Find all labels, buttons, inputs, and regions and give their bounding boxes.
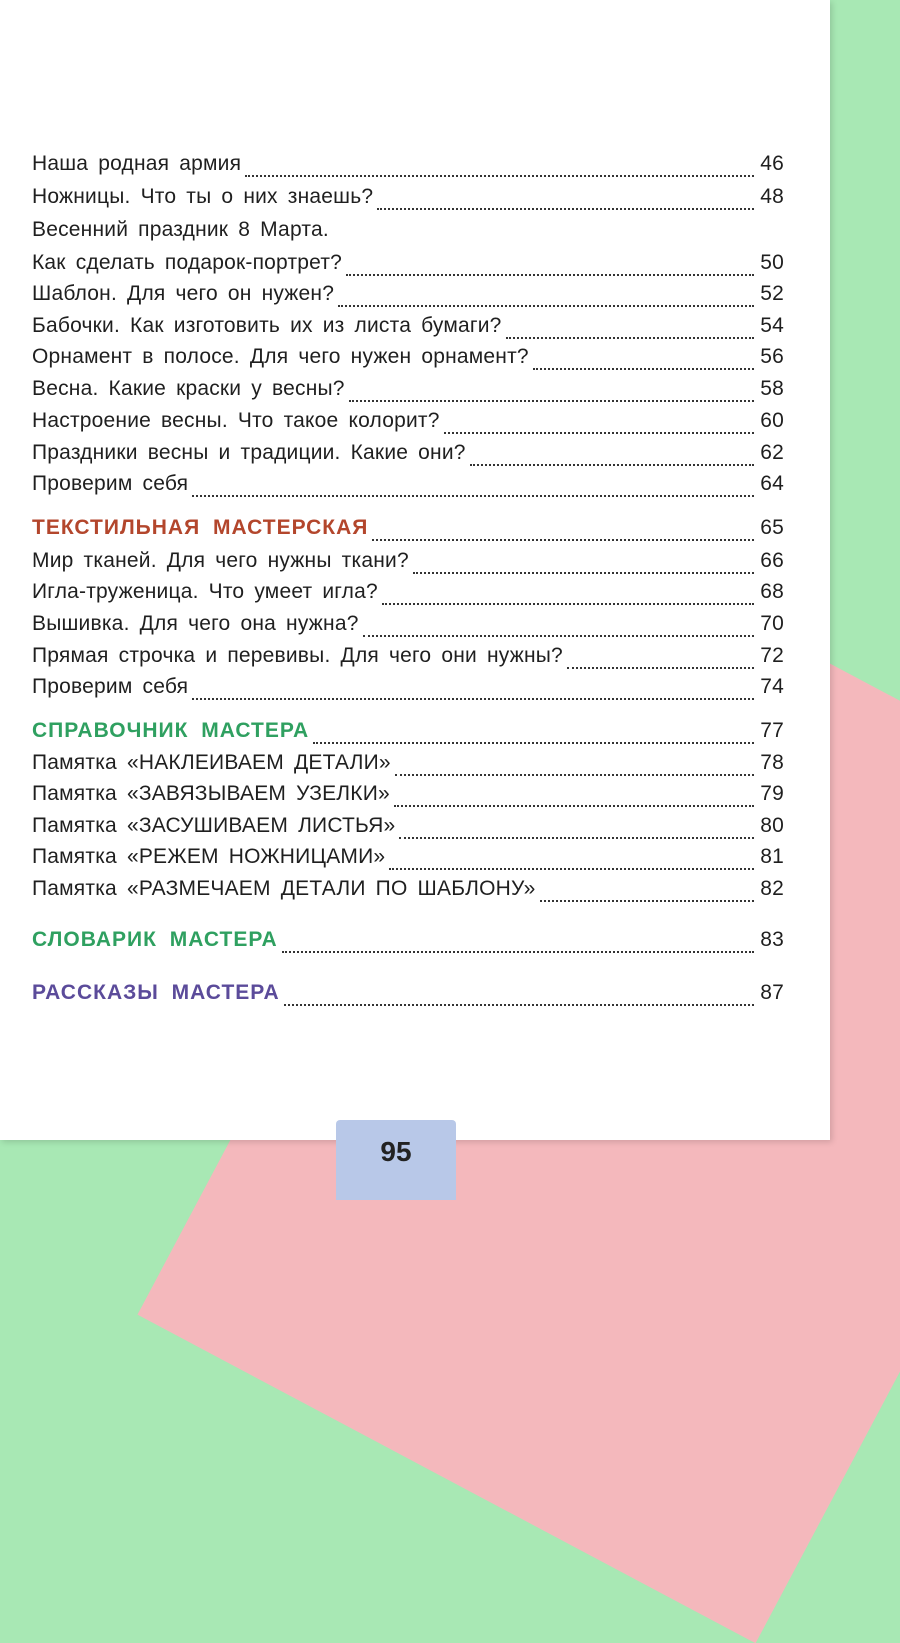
toc-entry-page: 80	[760, 814, 784, 837]
toc-entry-title: Памятка «РЕЖЕМ НОЖНИЦАМИ»	[32, 845, 386, 868]
page-number	[336, 1120, 456, 1200]
leader-dots	[363, 635, 754, 637]
leader-dots	[540, 900, 754, 902]
leader-dots	[192, 495, 754, 497]
leader-dots	[389, 868, 754, 870]
toc-entry-page: 74	[760, 675, 784, 698]
toc-entry-title: Памятка «ЗАВЯЗЫВАЕМ УЗЕЛКИ»	[32, 782, 390, 805]
toc-entry-page: 72	[760, 644, 784, 667]
toc-entry-title: Шаблон. Для чего он нужен?	[32, 282, 335, 305]
toc-entry[interactable]	[32, 612, 784, 644]
toc-entry-page: 77	[760, 719, 784, 742]
toc-entry-page: 78	[760, 751, 784, 774]
toc-entry-title: Мир тканей. Для чего нужны ткани?	[32, 549, 409, 572]
toc-entry-page: 62	[760, 441, 784, 464]
toc-entry-page: 70	[760, 612, 784, 635]
toc-entry[interactable]	[32, 441, 784, 473]
toc-entry[interactable]	[32, 814, 784, 846]
toc-entry-page: 82	[760, 877, 784, 900]
leader-dots	[284, 1004, 754, 1006]
toc-entry[interactable]	[32, 877, 784, 909]
toc-entry-title: Вышивка. Для чего она нужна?	[32, 612, 359, 635]
toc-entry-title: Прямая строчка и перевивы. Для чего они нужны?	[32, 644, 563, 667]
leader-dots	[372, 539, 754, 541]
toc-entry-title: Орнамент в полосе. Для чего нужен орнамент?	[32, 345, 529, 368]
toc-entry-title: Памятка «НАКЛЕИВАЕМ ДЕТАЛИ»	[32, 751, 391, 774]
toc-entry-title: Игла-труженица. Что умеет игла?	[32, 580, 378, 603]
leader-dots	[282, 951, 754, 953]
leader-dots	[394, 805, 754, 807]
toc-entry-page: 54	[760, 314, 784, 337]
toc-entry-page: 58	[760, 377, 784, 400]
toc-entry[interactable]	[32, 152, 784, 184]
toc-entry[interactable]	[32, 314, 784, 346]
leader-dots	[470, 464, 754, 466]
toc-section-stories[interactable]	[32, 981, 784, 1013]
toc-section-reference[interactable]	[32, 719, 784, 751]
leader-dots	[533, 368, 754, 370]
toc-entry-title: Памятка «ЗАСУШИВАЕМ ЛИСТЬЯ»	[32, 814, 396, 837]
toc-entry[interactable]	[32, 345, 784, 377]
toc-entry-title: Памятка «РАЗМЕЧАЕМ ДЕТАЛИ ПО ШАБЛОНУ»	[32, 877, 536, 900]
section-title: РАССКАЗЫ МАСТЕРА	[32, 981, 280, 1004]
toc-entry[interactable]	[32, 549, 784, 581]
toc-entry-page: 81	[760, 845, 784, 868]
leader-dots	[444, 432, 754, 434]
leader-dots	[349, 400, 754, 402]
section-title: СПРАВОЧНИК МАСТЕРА	[32, 719, 310, 742]
toc-entry[interactable]	[32, 409, 784, 441]
section-title: ТЕКСТИЛЬНАЯ МАСТЕРСКАЯ	[32, 516, 369, 539]
leader-dots	[506, 337, 754, 339]
toc-entry[interactable]	[32, 782, 784, 814]
toc-entry-page: 56	[760, 345, 784, 368]
toc-entry-page: 87	[760, 981, 784, 1004]
page-number-text: 95	[380, 1136, 412, 1167]
toc-entry-title: Весна. Какие краски у весны?	[32, 377, 345, 400]
toc-entry-title: Весенний праздник 8 Марта.	[32, 218, 329, 241]
leader-dots	[192, 698, 754, 700]
toc-entry-page: 50	[760, 251, 784, 274]
leader-dots	[245, 175, 754, 177]
toc-entry[interactable]	[32, 751, 784, 783]
toc-entry-title: Настроение весны. Что такое колорит?	[32, 409, 440, 432]
toc-entry[interactable]	[32, 185, 784, 217]
toc-entry-title: Ножницы. Что ты о них знаешь?	[32, 185, 374, 208]
toc-entry[interactable]	[32, 472, 784, 504]
toc-entry[interactable]	[32, 218, 784, 250]
leader-dots	[567, 667, 754, 669]
section-title: СЛОВАРИК МАСТЕРА	[32, 928, 278, 951]
leader-dots	[338, 305, 754, 307]
toc-entry[interactable]	[32, 377, 784, 409]
toc-entry-page: 66	[760, 549, 784, 572]
leader-dots	[346, 274, 754, 276]
toc-entry[interactable]	[32, 251, 784, 283]
toc-section-dictionary[interactable]	[32, 928, 784, 960]
toc-entry-page: 68	[760, 580, 784, 603]
toc-entry-title: Наша родная армия	[32, 152, 242, 175]
toc-entry-page: 83	[760, 928, 784, 951]
leader-dots	[313, 742, 754, 744]
toc-entry-title: Бабочки. Как изготовить их из листа бумаги?	[32, 314, 502, 337]
toc-entry-page: 65	[760, 516, 784, 539]
toc-entry-title: Праздники весны и традиции. Какие они?	[32, 441, 466, 464]
leader-dots	[377, 208, 754, 210]
toc-entry-page: 52	[760, 282, 784, 305]
leader-dots	[382, 603, 754, 605]
leader-dots	[395, 774, 754, 776]
toc-entry-page: 60	[760, 409, 784, 432]
toc-entry[interactable]	[32, 644, 784, 676]
toc-section-textile[interactable]	[32, 516, 784, 548]
toc-entry[interactable]	[32, 675, 784, 707]
toc-entry-page: 79	[760, 782, 784, 805]
toc-entry[interactable]	[32, 845, 784, 877]
toc-entry-title: Как сделать подарок-портрет?	[32, 251, 343, 274]
toc-entry-page: 64	[760, 472, 784, 495]
toc-entry[interactable]	[32, 282, 784, 314]
leader-dots	[399, 837, 754, 839]
toc-entry-page: 48	[760, 185, 784, 208]
toc-entry-title: Проверим себя	[32, 472, 189, 495]
table-of-contents	[32, 152, 784, 1022]
toc-entry-page: 46	[760, 152, 784, 175]
leader-dots	[413, 572, 754, 574]
toc-entry-title: Проверим себя	[32, 675, 189, 698]
toc-entry[interactable]	[32, 580, 784, 612]
